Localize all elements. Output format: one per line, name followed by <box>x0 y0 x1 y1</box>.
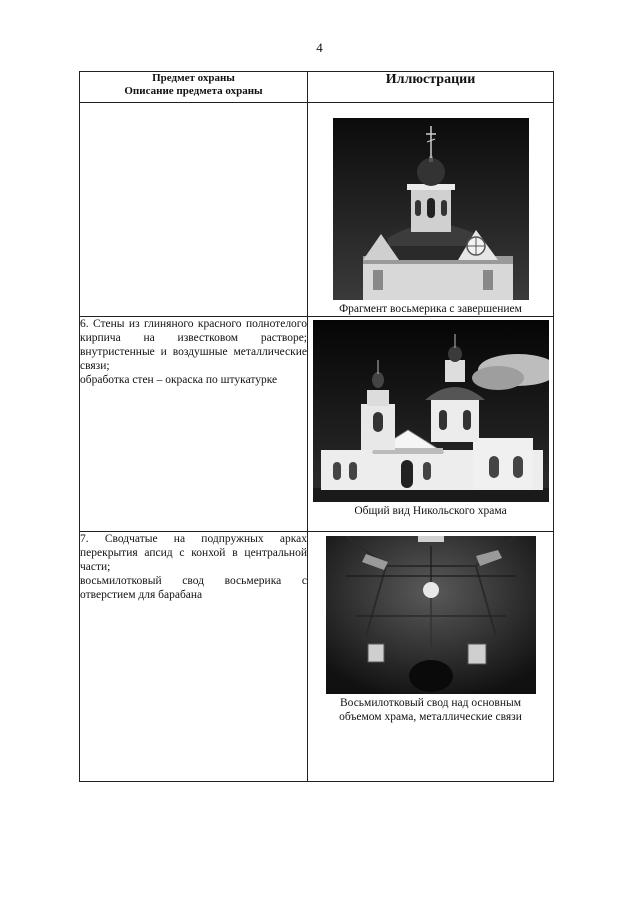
description-paragraph: 6. Стены из глиняного красного полнотелого кирпича на известковом растворе; внутристенные и воздушные металлические связи; <box>80 318 307 372</box>
photo-caption: Фрагмент восьмерика с завершением <box>339 303 522 315</box>
table-row <box>80 532 554 782</box>
photo-caption: Общий вид Никольского храма <box>354 505 507 517</box>
description-cell <box>80 103 308 317</box>
illustration-cell <box>308 317 554 532</box>
illustration-cell <box>308 103 554 317</box>
description-paragraph: восьмилотковый свод восьмерика с отверстием для барабана <box>80 575 307 601</box>
description-paragraph: обработка стен – окраска по штукатурке <box>80 374 278 386</box>
description-paragraph: 7. Сводчатые на подпружных арках перекрытия апсид с конхой в центральной части; <box>80 533 307 573</box>
illustration-cell <box>308 532 554 782</box>
header-subject-title: Предмет охраны <box>152 72 235 84</box>
table-row <box>80 103 554 317</box>
page-number: 4 <box>316 40 323 55</box>
photo-caption-line2: объемом храма, металлические связи <box>339 711 522 723</box>
header-illustrations: Иллюстрации <box>308 72 554 103</box>
table-header-row <box>80 72 554 103</box>
heritage-table <box>79 71 554 782</box>
table-row <box>80 317 554 532</box>
church-overview-photo <box>313 320 549 502</box>
description-cell <box>80 532 308 782</box>
description-cell <box>80 317 308 532</box>
header-subject-description: Описание предмета охраны <box>124 85 263 97</box>
vault-interior-photo <box>326 536 536 694</box>
photo-caption-line1: Восьмилотковый свод над основным <box>339 697 521 709</box>
octagon-dome-photo <box>333 118 529 300</box>
header-subject-cell <box>80 72 308 103</box>
